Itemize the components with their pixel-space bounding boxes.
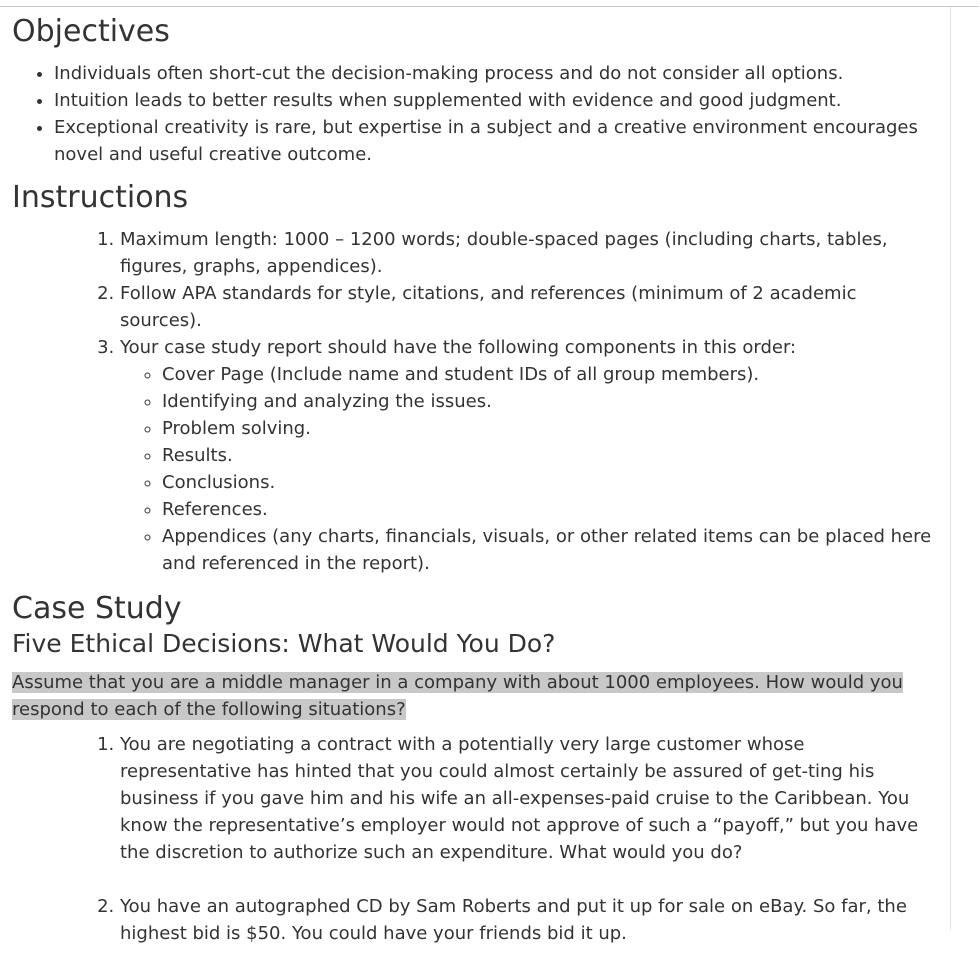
component-item: ◦ Results. [162, 442, 937, 469]
components-list [120, 361, 937, 577]
instructions-list [12, 226, 937, 577]
instruction-item: 1. Maximum length: 1000 – 1200 words; double-spaced pages (including charts, tables, figures, graphs, appendices). [120, 226, 937, 280]
component-item: ◦ Appendices (any charts, financials, visuals, or other related items can be placed here and referenced in the report). [162, 523, 937, 577]
component-item: ◦ Conclusions. [162, 469, 937, 496]
instruction-item [120, 334, 937, 577]
component-item: ◦ References. [162, 496, 937, 523]
case-study-intro-highlighted[interactable]: Assume that you are a middle manager in a company with about 1000 employees. How would you respond to each of the following situations? [12, 672, 903, 720]
component-item: ◦ Identifying and analyzing the issues. [162, 388, 937, 415]
component-item: ◦ Problem solving. [162, 415, 937, 442]
situation-item: 2. You have an autographed CD by Sam Roberts and put it up for sale on eBay. So far, the highest bid is $50. You could have your friends bid it up. [120, 893, 937, 947]
instructions-heading: Instructions [12, 180, 189, 215]
objectives-list [12, 60, 937, 168]
case-study-heading: Case Study [12, 591, 182, 626]
objective-item: • Exceptional creativity is rare, but expertise in a subject and a creative environment encourages novel and useful creative outcome. [54, 114, 937, 168]
situations-list [12, 731, 937, 947]
component-item: ◦ Cover Page (Include name and student IDs of all group members). [162, 361, 937, 388]
top-border [0, 0, 979, 7]
intro-wrapper [12, 669, 912, 723]
objective-item: • Individuals often short-cut the decision-making process and do not consider all options. [54, 60, 937, 87]
situation-item: 1. You are negotiating a contract with a potentially very large customer whose representative has hinted that you could almost certainly be assured of get-ting his business if you gave him and his wife an all-expenses-paid cruise to the Caribbean. You know the representative’s employer would not approve of such a “payoff,” but you have the discretion to authorize such an expenditure. What would you do? [120, 731, 937, 866]
document-content [12, 14, 937, 974]
right-scroll-rail[interactable] [950, 7, 980, 930]
objectives-heading: Objectives [12, 14, 170, 49]
instruction-item-text: Your case study report should have the following components in this order: [120, 337, 797, 358]
case-study-subheading: Five Ethical Decisions: What Would You Do? [12, 629, 556, 658]
objective-item: • Intuition leads to better results when supplemented with evidence and good judgment. [54, 87, 937, 114]
instruction-item: 2. Follow APA standards for style, citations, and references (minimum of 2 academic sources). [120, 280, 937, 334]
